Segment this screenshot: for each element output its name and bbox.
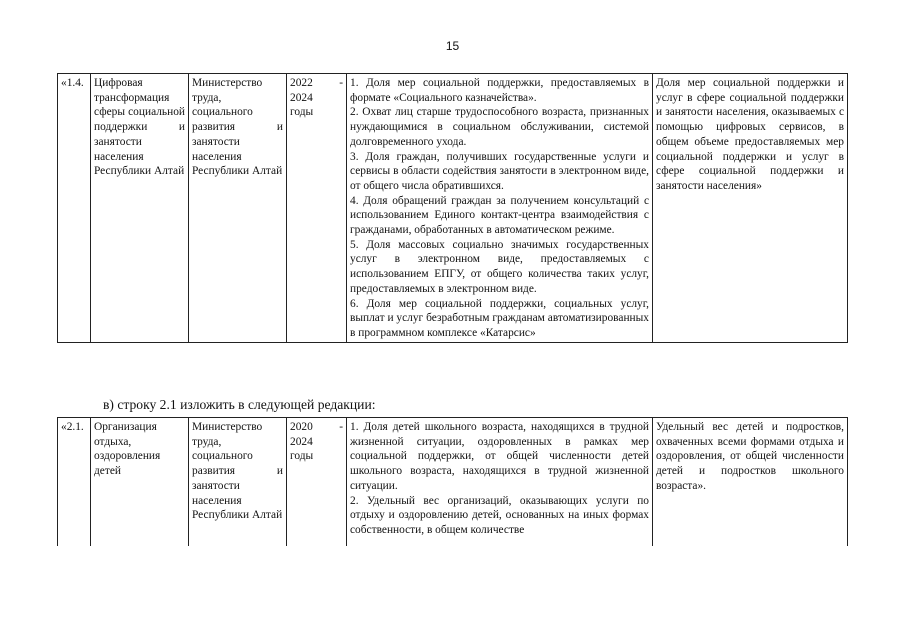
indicator-item: 4. Доля обращений граждан за получением консультаций с использованием Единого контакт-центра взаимодействия с гражданами, обработанных в автоматическом режиме. [350,194,649,237]
year-unit: годы [290,450,314,463]
indicator-item: 6. Доля мер социальной поддержки, социальных услуг, выплат и услуг безработным гражданам автоматизированных в программном комплексе «Катарсис» [350,297,649,339]
indicator-item: 1. Доля детей школьного возраста, находящихся в трудной жизненной ситуации, оздоровленных в рамках мер социальной поддержки, от общей численности детей школьного возраста, находящихся в трудной жизненной ситуации. [350,421,649,492]
year-unit: годы [290,106,314,119]
year-dash: - [339,77,343,89]
table-row [58,418,848,547]
row-number: «1.4. [58,74,91,343]
implementation-years [287,74,347,343]
indicator-item: 1. Доля мер социальной поддержки, предоставляемых в формате «Социального казначейства». [350,77,649,104]
indicator-item: 5. Доля массовых социально значимых государственных услуг в электронном виде, предоставляемых с использованием ЕПГУ, от общего количества таких услуг, предоставляемых в электронном виде. [350,238,649,295]
year-start: 2020 [290,421,313,433]
indicator-item: 2. Удельный вес организаций, оказывающих услуги по отдыху и оздоровлению детей, основанных на иных формах собственности, в общем количестве [350,494,649,536]
section-heading: в) строку 2.1 изложить в следующей редакции: [103,397,376,412]
activity-name: Цифровая трансформация сферы социальной поддержки и занятости населения Республики Алтай [91,74,189,343]
indicators-cell [347,418,653,547]
implementation-years [287,418,347,547]
expected-result: Удельный вес детей и подростков, охваченных всеми формами отдыха и оздоровления, от общей численности детей и подростков школьного возраста». [653,418,848,547]
row-number: «2.1. [58,418,91,547]
responsible-ministry: Министерство труда, социального развития и занятости населения Республики Алтай [189,74,287,343]
year-end: 2024 [290,91,313,104]
responsible-ministry: Министерство труда, социального развития и занятости населения Республики Алтай [189,418,287,547]
year-end: 2024 [290,435,313,448]
page-number: 15 [445,39,460,53]
program-table-row-2-1 [57,417,848,546]
program-table-row-1-4 [57,73,848,343]
year-start: 2022 [290,77,313,89]
indicator-item: 2. Охват лиц старше трудоспособного возраста, признанных нуждающимися в социальном обслуживании, системой долговременного ухода. [350,106,649,148]
indicators-cell [347,74,653,343]
activity-name: Организация отдыха, оздоровления детей [91,418,189,547]
indicator-item: 3. Доля граждан, получивших государственные услуги и сервисы в области содействия занятости в электронном виде, от общего числа обратившихся. [350,150,649,192]
year-dash: - [339,421,343,433]
table-row [58,74,848,343]
expected-result: Доля мер социальной поддержки и услуг в сфере социальной поддержки и занятости населения, оказываемых с помощью цифровых сервисов, в общем объеме предоставляемых мер социальной поддержки и услуг в сфере социальной поддержки и занятости населения» [653,74,848,343]
